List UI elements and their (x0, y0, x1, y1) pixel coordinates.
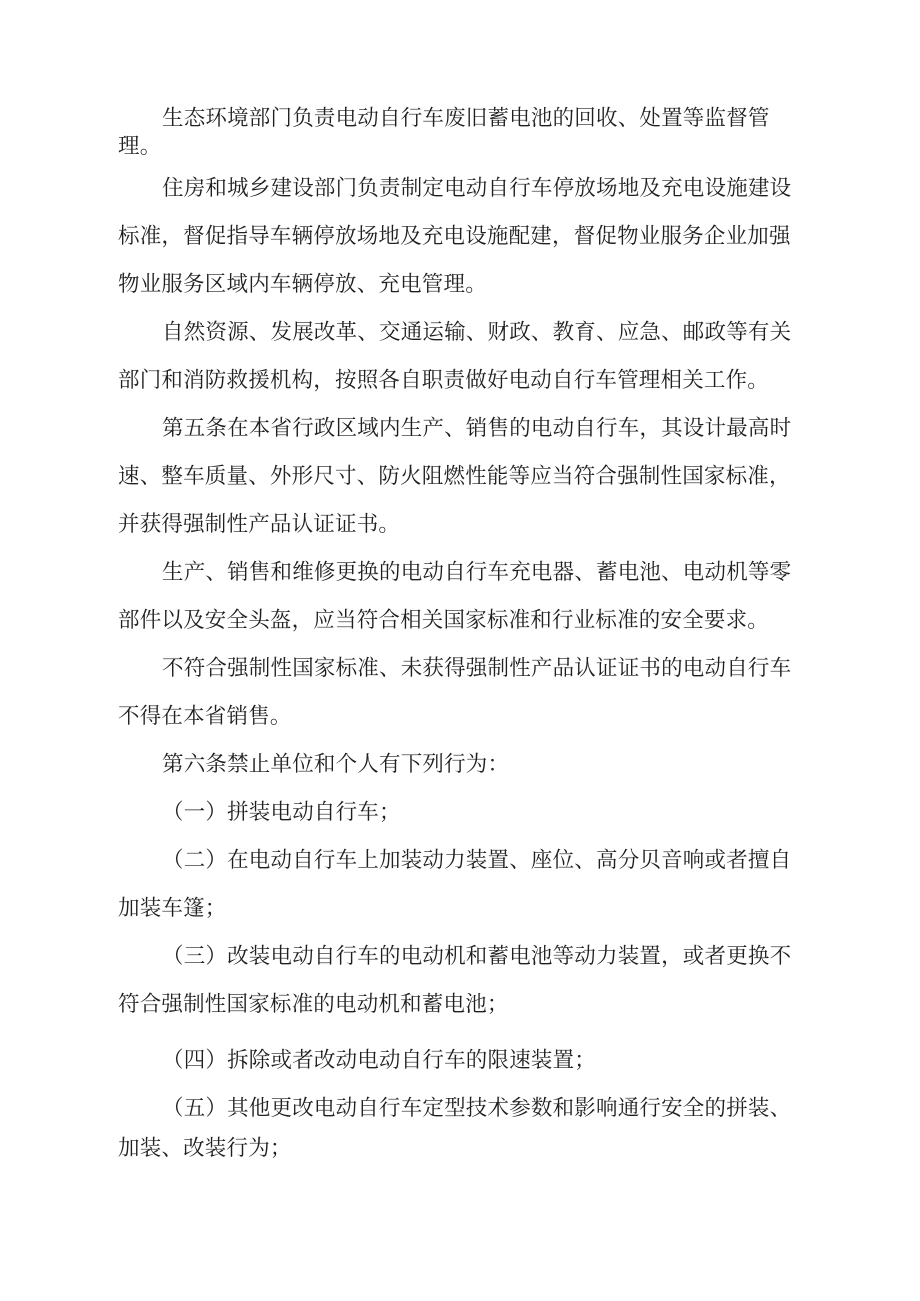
text-line: 不得在本省销售。 (118, 704, 292, 729)
paragraph (118, 741, 808, 789)
document-body (118, 95, 808, 1173)
text-line: 住房和城乡建设部门负责制定电动自行车停放场地及充电设施建设 (162, 176, 792, 201)
paragraph (118, 789, 808, 837)
text-line: （一）拼装电动自行车； (162, 800, 401, 825)
paragraph (118, 837, 808, 933)
paragraph (118, 549, 808, 645)
paragraph (118, 1085, 808, 1173)
paragraph (118, 95, 808, 171)
text-line: 并获得强制性产品认证证书。 (118, 512, 401, 537)
text-line: 加装车篷； (118, 896, 227, 921)
text-line: （五）其他更改电动自行车定型技术参数和影响通行安全的拼装、 (162, 1096, 792, 1121)
paragraph (118, 933, 808, 1029)
text-line: 第五条在本省行政区域内生产、销售的电动自行车，其设计最高时 (162, 416, 792, 441)
text-line: 生产、销售和维修更换的电动自行车充电器、蓄电池、电动机等零 (162, 560, 792, 585)
text-line: 符合强制性国家标准的电动机和蓄电池； (118, 992, 509, 1017)
text-line: （二）在电动自行车上加装动力装置、座位、高分贝音响或者擅自 (162, 848, 792, 873)
paragraph (118, 165, 808, 309)
text-line: 生态环境部门负责电动自行车废旧蓄电池的回收、处置等监督管 (162, 106, 770, 131)
text-line: 速、整车质量、外形尺寸、防火阻燃性能等应当符合强制性国家标准， (118, 464, 791, 489)
text-line: 部件以及安全头盔，应当符合相关国家标准和行业标准的安全要求。 (118, 608, 770, 633)
paragraph (118, 309, 808, 405)
text-line: （四）拆除或者改动电动自行车的限速装置； (162, 1048, 597, 1073)
text-line: 不符合强制性国家标准、未获得强制性产品认证证书的电动自行车 (162, 656, 792, 681)
text-line: 自然资源、发展改革、交通运输、财政、教育、应急、邮政等有关 (162, 320, 792, 345)
text-line: 物业服务区域内车辆停放、充电管理。 (118, 272, 487, 297)
paragraph (118, 1037, 808, 1085)
paragraph (118, 405, 808, 549)
text-line: 第六条禁止单位和个人有下列行为： (162, 752, 510, 777)
text-line: 标准，督促指导车辆停放场地及充电设施配建，督促物业服务企业加强 (118, 224, 791, 249)
paragraph (118, 645, 808, 741)
text-line: （三）改装电动自行车的电动机和蓄电池等动力装置，或者更换不 (162, 944, 792, 969)
text-line: 部门和消防救援机构，按照各自职责做好电动自行车管理相关工作。 (118, 368, 770, 393)
text-line: 加装、改装行为； (118, 1136, 292, 1161)
text-line: 理。 (118, 134, 162, 159)
